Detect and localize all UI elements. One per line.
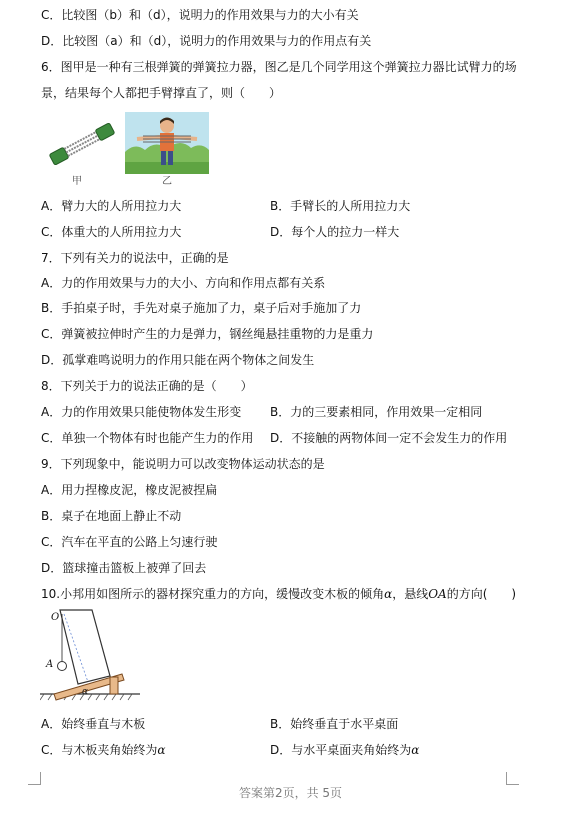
q8-option-a: A．力的作用效果只能使物体发生形变 [41,405,242,419]
oa-symbol: OA [428,587,447,601]
q6-option-d: D．每个人的拉力一样大 [270,225,400,239]
q9-option-b: B．桌子在地面上静止不动 [41,509,182,523]
q8-option-d: D．不接触的两物体间一定不会发生力的作用 [270,431,508,445]
label-o: O [51,612,60,623]
q10-option-a: A．始终垂直与木板 [41,717,146,731]
q6-option-c: C．体重大的人所用拉力大 [41,225,182,239]
q9-option-d: D．篮球撞击篮板上被弹了回去 [41,561,207,575]
q7-option-b: B．手拍桌子时，手先对桌子施加了力，桌子后对手施加了力 [41,301,362,315]
q8-option-c: C．单独一个物体有时也能产生力的作用 [41,431,254,445]
q10-option-b: B．始终垂直于水平桌面 [270,717,399,731]
alpha-symbol: α [157,743,166,757]
q9-option-a: A．用力捏橡皮泥，橡皮泥被捏扁 [41,483,218,497]
q10-option-c-text: C．与木板夹角始终为 [41,743,158,757]
figure-label-jia: 甲 [72,176,82,187]
q10-stem-part3: 的方向( ) [446,587,517,601]
q5-option-c: C．比较图（b）和（d），说明力的作用效果与力的大小有关 [41,8,359,22]
q10-stem-part1: 10.小邦用如图所示的器材探究重力的方向，缓慢改变木板的倾角 [41,587,385,601]
q7-stem: 7．下列有关力的说法中，正确的是 [41,251,229,265]
q8-stem: 8．下列关于力的说法正确的是（ ） [41,379,253,393]
alpha-symbol: α [384,587,393,601]
label-a: A [46,659,54,670]
q10-option-d [270,742,419,758]
page-footer: 答案第2页，共 5页 [238,786,343,800]
q7-option-a: A．力的作用效果与力的大小、方向和作用点都有关系 [41,276,326,290]
q6-option-a: A．臂力大的人所用拉力大 [41,199,182,213]
q7-option-d: D．孤掌难鸣说明力的作用只能在两个物体之间发生 [41,353,315,367]
q6-option-b: B．手臂长的人所用拉力大 [270,199,411,213]
q10-stem-part2: ，悬线 [392,587,429,601]
q8-option-b: B．力的三要素相同，作用效果一定相同 [270,405,483,419]
q5-option-d: D．比较图（a）和（d），说明力的作用效果与力的作用点有关 [41,34,372,48]
q10-option-d-text: D．与水平桌面夹角始终为 [270,743,412,757]
q9-option-c: C．汽车在平直的公路上匀速行驶 [41,535,218,549]
label-alpha: α [82,687,89,697]
person-stretching-figure [125,112,209,174]
figure-label-yi: 乙 [162,176,172,187]
q6-stem-line2: 景，结果每个人都把手臂撑直了，则（ ） [41,86,282,100]
q10-option-c [41,742,166,758]
q10-stem [41,586,516,602]
alpha-symbol: α [411,743,420,757]
q7-option-c: C．弹簧被拉伸时产生的力是弹力，钢丝绳悬挂重物的力是重力 [41,327,374,341]
q6-stem-line1: 6．图甲是一种有三根弹簧的弹簧拉力器，图乙是几个同学用这个弹簧拉力器比试臂力的场 [41,60,517,74]
spring-exerciser-figure [42,112,122,176]
q9-stem: 9．下列现象中，能说明力可以改变物体运动状态的是 [41,457,325,471]
